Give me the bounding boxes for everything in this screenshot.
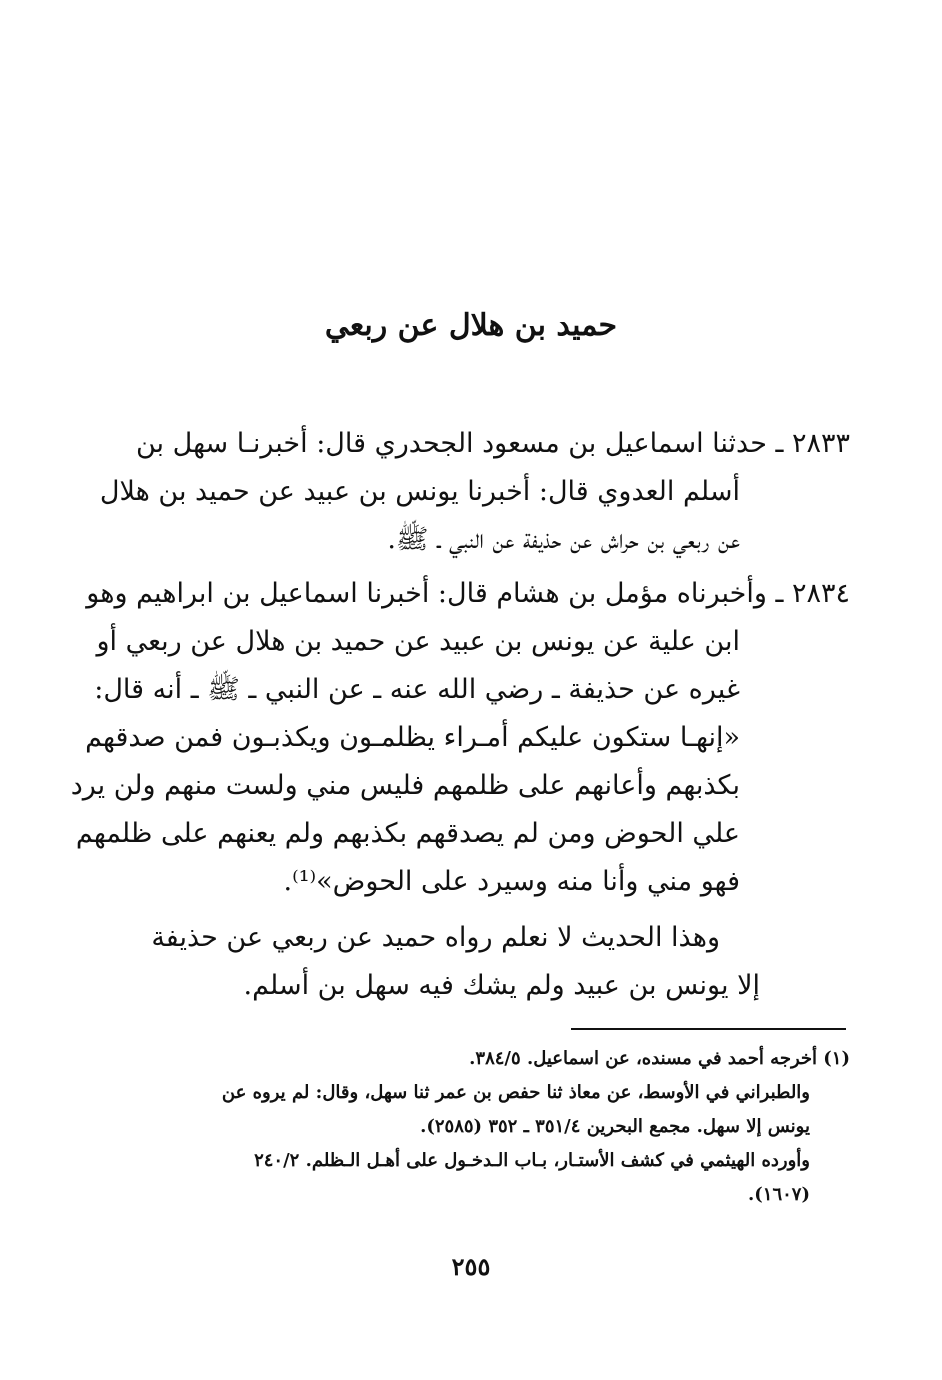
footnote-line: والطبراني في الأوسط، عن معاذ ثنا حفص بن عمر ثنا سهل، وقال: لم يروه عن bbox=[221, 1082, 810, 1103]
hadith-line: غيره عن حذيفة ـ رضي الله عنه ـ عن النبي ـ ﷺ ـ أنه قال: bbox=[94, 674, 740, 705]
hadith-line: ٢٨٣٤ ـ وأخبرناه مؤمل بن هشام قال: أخبرنا اسماعيل بن ابراهيم وهو bbox=[86, 578, 850, 609]
footnote-divider bbox=[571, 1028, 846, 1030]
hadith-line: علي الحوض ومن لم يصدقهم بكذبهم ولم يعنهم على ظلمهم bbox=[75, 818, 740, 849]
hadith-line: فهو مني وأنا منه وسيرد على الحوض»⁽¹⁾. bbox=[283, 866, 740, 897]
hadith-line: ابن علية عن يونس بن عبيد عن حميد بن هلال عن ربعي أو bbox=[96, 626, 740, 657]
commentary-line: إلا يونس بن عبيد ولم يشك فيه سهل بن أسلم. bbox=[243, 970, 760, 1001]
footnote-line: يونس إلا سهل. مجمع البحرين ٣٥١/٤ ـ ٣٥٢ (٢٥٨٥). bbox=[420, 1116, 810, 1137]
footnote-line: (١) أخرجه أحمد في مسنده، عن اسماعيل. ٣٨٤/٥. bbox=[469, 1048, 850, 1069]
commentary-line: وهذا الحديث لا نعلم رواه حميد عن ربعي عن حذيفة bbox=[151, 922, 720, 953]
hadith-line: عن ربعي بن حراش عن حذيفة عن النبي ـ ﷺ. bbox=[387, 524, 740, 555]
section-title: حميد بن هلال عن ربعي bbox=[324, 308, 618, 343]
hadith-line: بكذبهم وأعانهم على ظلمهم فليس مني ولست منهم ولن يرد bbox=[70, 770, 740, 801]
footnote-line: (١٦٠٧). bbox=[748, 1184, 810, 1205]
hadith-2833 bbox=[99, 420, 850, 564]
hadith-line: «إنهـا ستكون عليكم أمـراء يظلمـون ويكذبـون فمن صدقهم bbox=[85, 722, 740, 753]
commentary bbox=[140, 914, 850, 1010]
hadith-line: ٢٨٣٣ ـ حدثنا اسماعيل بن مسعود الجحدري قال: أخبرنـا سهل بن bbox=[135, 428, 850, 459]
hadith-line: أسلم العدوي قال: أخبرنا يونس بن عبيد عن حميد بن هلال bbox=[99, 476, 740, 507]
footnote-line: وأورده الهيثمي في كشف الأستـار، بـاب الـدخـول على أهـل الـظلم. ٢٤٠/٢ bbox=[254, 1150, 810, 1171]
hadith-2834 bbox=[70, 570, 850, 906]
page-number: ٢٥٥ bbox=[451, 1252, 491, 1281]
footnotes bbox=[150, 1042, 850, 1212]
